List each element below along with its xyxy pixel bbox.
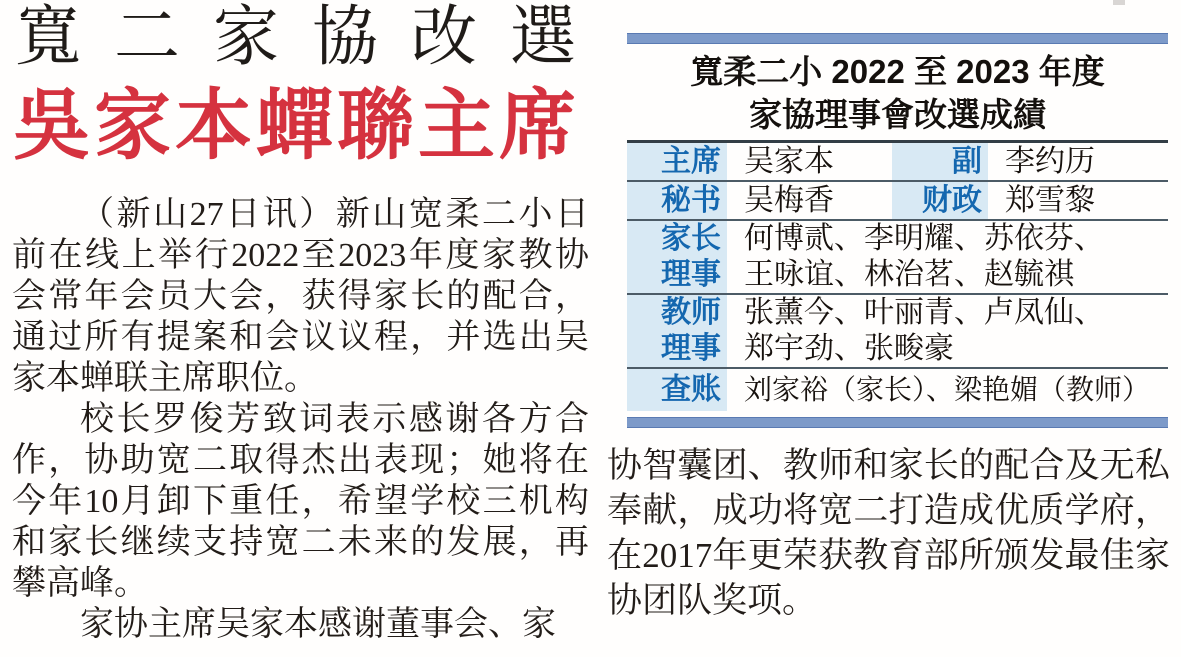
role-label-text: 家长 [661,222,721,255]
role-label-auditor [627,369,727,411]
table-title-line2: 家協理事會改選成績 [749,96,1046,133]
results-table [627,33,1168,428]
name-value-secretary [727,182,892,219]
headline-kicker: 寬二家協改選 [15,1,609,74]
article-right-column [607,443,1170,623]
article-paragraph-2: 校长罗俊芳致词表示感谢各方合作，协助宽二取得杰出表现；她将在今年10月卸下重任，希望学校三机构和家长继续支持宽二未来的发展，再攀高峰。 [12,401,589,602]
role-label-text: 财政 [922,183,982,217]
name-value-auditor [727,369,1168,411]
table-top-bar [627,33,1168,44]
role-label-text: 教师 [661,296,721,329]
role-label-text: 理事 [661,258,721,291]
article-paragraph-1: （新山27日讯）新山宽柔二小日前在线上举行2022至2023年度家教协会常年会员大会，获得家长的配合，通过所有提案和会议议程，并选出吴家本蝉联主席职位。 [12,196,589,397]
name-text: 何博贰、李明耀、苏依芬、 [744,222,1104,255]
table-bottom-bar [627,417,1168,428]
name-text: 郑雪黎 [1005,183,1095,217]
article-left-column [12,194,589,645]
role-label-text: 主席 [661,144,721,178]
name-text: 吴梅香 [744,183,834,217]
table-row-parent-committee [627,221,1168,295]
name-text: 王咏谊、林治茗、赵毓祺 [744,258,1074,291]
role-label-text: 理事 [661,332,721,365]
table-row-chairman [627,143,1168,182]
name-value-treasurer [988,182,1168,219]
role-label-text: 副 [952,144,982,178]
role-label-teacher-committee [627,295,727,367]
role-label-secretary [627,182,727,219]
scan-artifact [1113,0,1125,5]
name-text: 张薰今、叶丽青、卢凤仙、 [744,296,1104,329]
article-paragraph-continuation: 协智囊团、教师和家长的配合及无私奉献，成功将宽二打造成优质学府，在2017年更荣获教育部所颁发最佳家协团队奖项。 [607,446,1170,620]
role-label-treasurer [892,182,988,219]
name-text: 刘家裕（家长）、梁艳媚（教师） [744,374,1151,405]
role-label-chairman [627,143,727,180]
name-value-vice [988,143,1168,180]
role-label-vice [892,143,988,180]
table-row-teacher-committee [627,295,1168,369]
headline-main: 吳家本蟬聯主席 [13,83,580,169]
name-text: 李约历 [1005,144,1095,178]
article-paragraph-3: 家协主席吴家本感谢董事会、家 [80,606,556,643]
table-body [627,140,1168,411]
table-row-auditor [627,369,1168,411]
name-text: 吴家本 [744,144,834,178]
name-value-chairman [727,143,892,180]
role-label-text: 查账 [661,373,721,406]
name-value-teacher-committee [727,295,1168,367]
table-title [627,44,1168,140]
table-title-line1: 寬柔二小 2022 至 2023 年度 [690,53,1105,90]
name-value-parent-committee [727,221,1168,293]
role-label-parent-committee [627,221,727,293]
role-label-text: 秘书 [661,183,721,217]
table-row-secretary [627,182,1168,221]
name-text: 郑宇劲、张畯豪 [744,332,954,365]
